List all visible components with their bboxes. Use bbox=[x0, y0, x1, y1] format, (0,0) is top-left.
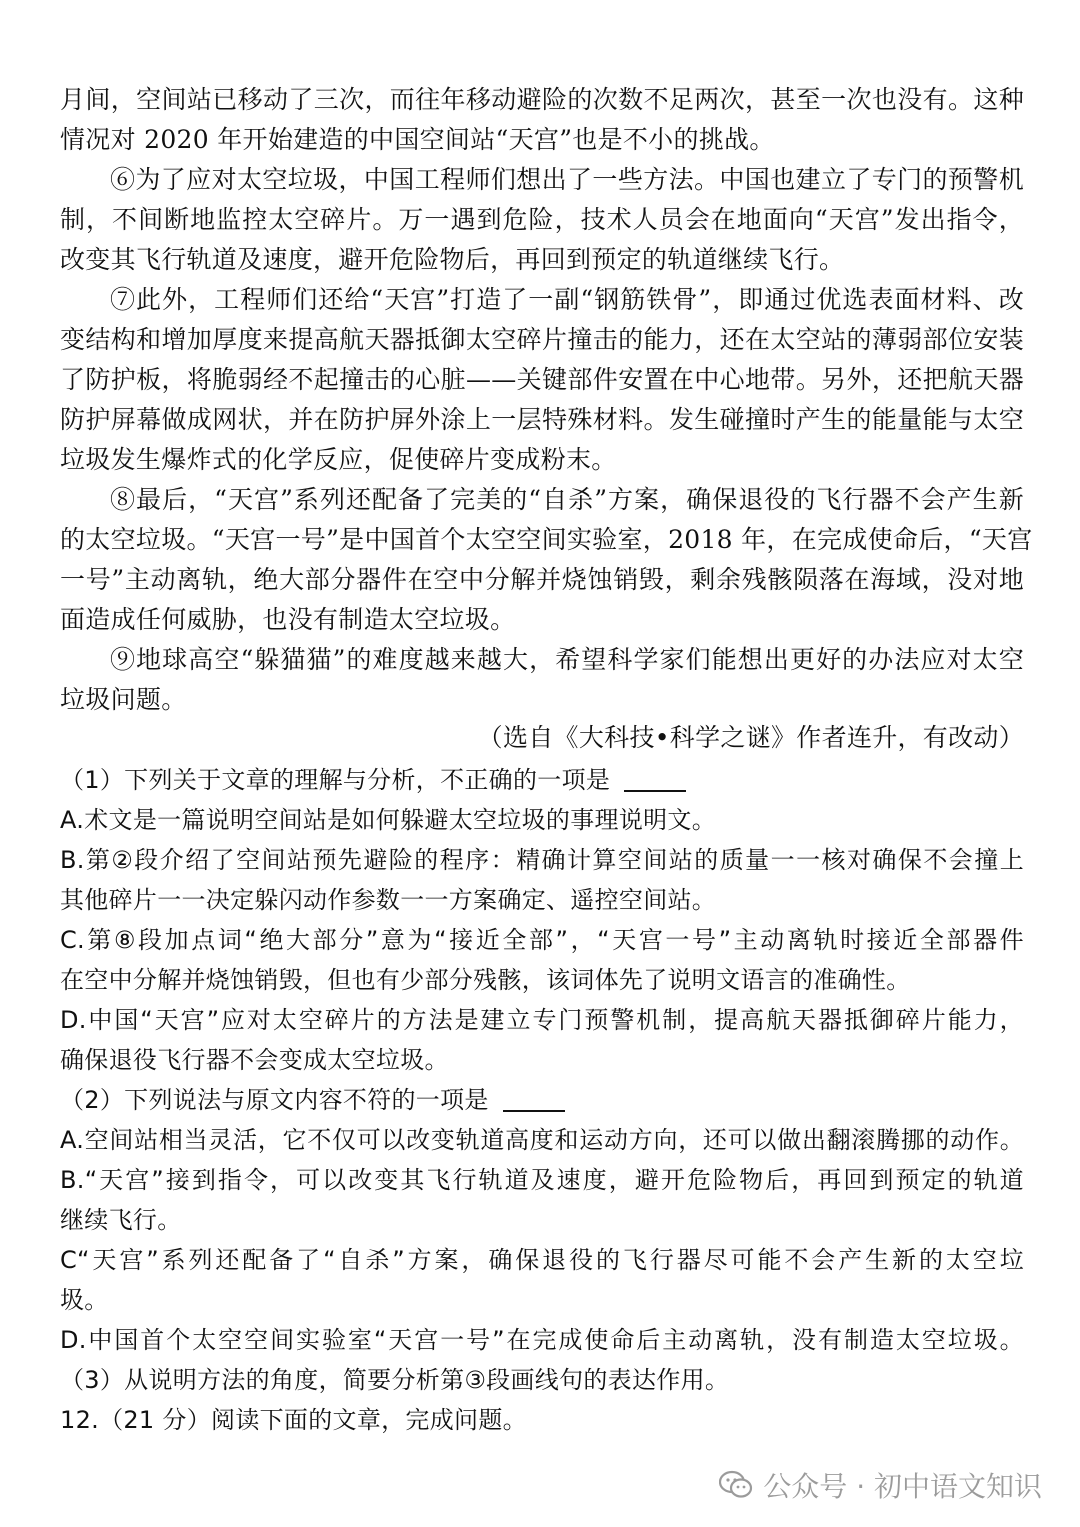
text-line: 改变其飞行轨道及速度，避开危险物后，再回到预定的轨道继续飞行。 bbox=[60, 245, 845, 274]
option-c: C.第⑧段加点词“绝大部分”意为“接近全部”，“天宫一号”主动离轨时接近全部器件 bbox=[60, 926, 1024, 954]
text-line: 情况对 2020 年开始建造的中国空间站“天宫”也是不小的挑战。 bbox=[60, 125, 775, 154]
text-line: 月间，空间站已移动了三次，而往年移动避险的次数不足两次，甚至一次也没有。这种 bbox=[60, 85, 1024, 114]
text-line: 的太空垃圾。“天宫一号”是中国首个太空空间实验室，2018 年，在完成使命后，“天宫 bbox=[60, 525, 1033, 554]
text-line: 变结构和增加厚度来提高航天器抵御太空碎片撞击的能力，还在太空站的薄弱部位安装 bbox=[60, 325, 1024, 354]
answer-blank bbox=[624, 788, 686, 792]
option-d: D.中国首个太空空间实验室“天宫一号”在完成使命后主动离轨，没有制造太空垃圾。 bbox=[60, 1326, 1024, 1354]
option-b: B.“天宫”接到指令，可以改变其飞行轨道及速度，避开危险物后，再回到预定的轨道 bbox=[60, 1166, 1024, 1194]
question-3: （3）从说明方法的角度，简要分析第③段画线句的表达作用。 bbox=[60, 1366, 730, 1394]
text-line: 一号”主动离轨，绝大部分器件在空中分解并烧蚀销毁，剩余残骸陨落在海域，没对地 bbox=[60, 565, 1024, 594]
question-2 bbox=[60, 1080, 1024, 1120]
question-1 bbox=[60, 760, 1024, 800]
source-citation: （选自《大科技•科学之谜》作者连升，有改动） bbox=[477, 723, 1024, 752]
paragraph-7-start: ⑦此外，工程师们还给“天宫”打造了一副“钢筋铁骨”，即通过优选表面材料、改 bbox=[110, 285, 1024, 314]
text-line: 制，不间断地监控太空碎片。万一遇到危险，技术人员会在地面向“天宫”发出指令， bbox=[60, 205, 1024, 234]
option-b-cont: 继续飞行。 bbox=[60, 1206, 182, 1234]
question-2-text: （2）下列说法与原文内容不符的一项是 bbox=[60, 1086, 489, 1114]
text-line: 面造成任何威胁，也没有制造太空垃圾。 bbox=[60, 605, 516, 634]
text-line: 了防护板，将脆弱经不起撞击的心脏——关键部件安置在中心地带。另外，还把航天器 bbox=[60, 365, 1024, 394]
option-d-cont: 确保退役飞行器不会变成太空垃圾。 bbox=[60, 1046, 449, 1074]
option-a: A.术文是一篇说明空间站是如何躲避太空垃圾的事理说明文。 bbox=[60, 806, 717, 834]
answer-blank bbox=[503, 1108, 565, 1112]
option-c-cont: 在空中分解并烧蚀销毁，但也有少部分残骸，该词体先了说明文语言的准确性。 bbox=[60, 966, 911, 994]
paragraph-8-start: ⑧最后，“天宫”系列还配备了完美的“自杀”方案，确保退役的飞行器不会产生新 bbox=[110, 485, 1024, 514]
text-line: 垃圾问题。 bbox=[60, 685, 187, 714]
text-line: 垃圾发生爆炸式的化学反应，促使碎片变成粉末。 bbox=[60, 445, 617, 474]
text-line: 防护屏幕做成网状，并在防护屏外涂上一层特殊材料。发生碰撞时产生的能量能与太空 bbox=[60, 405, 1024, 434]
watermark bbox=[719, 1465, 1042, 1505]
option-b-cont: 其他碎片一一决定躲闪动作参数一一方案确定、遥控空间站。 bbox=[60, 886, 717, 914]
option-b: B.第②段介绍了空间站预先避险的程序：精确计算空间站的质量一一核对确保不会撞上 bbox=[60, 846, 1024, 874]
wechat-icon bbox=[719, 1470, 753, 1500]
option-c-cont: 圾。 bbox=[60, 1286, 109, 1314]
watermark-text: 公众号 · 初中语文知识 bbox=[763, 1470, 1042, 1503]
option-a: A.空间站相当灵活，它不仅可以改变轨道高度和运动方向，还可以做出翻滚腾挪的动作。 bbox=[60, 1126, 1024, 1154]
option-c: C“天宫”系列还配备了“自杀”方案，确保退役的飞行器尽可能不会产生新的太空垃 bbox=[60, 1246, 1024, 1274]
question-1-text: （1）下列关于文章的理解与分析，不正确的一项是 bbox=[60, 766, 611, 794]
option-d: D.中国“天宫”应对太空碎片的方法是建立专门预警机制，提高航天器抵御碎片能力， bbox=[60, 1006, 1024, 1034]
paragraph-6-start: ⑥为了应对太空垃圾，中国工程师们想出了一些方法。中国也建立了专门的预警机 bbox=[110, 165, 1024, 194]
question-12-heading: 12.（21 分）阅读下面的文章，完成问题。 bbox=[60, 1406, 527, 1434]
paragraph-9-start: ⑨地球高空“躲猫猫”的难度越来越大，希望科学家们能想出更好的办法应对太空 bbox=[110, 645, 1024, 674]
